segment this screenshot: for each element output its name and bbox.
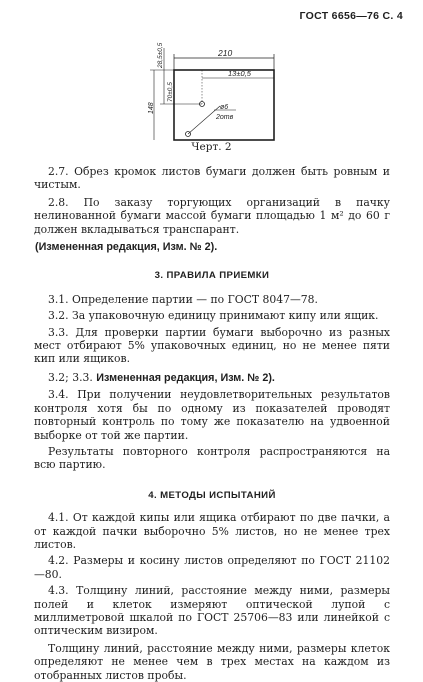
figure-caption: Черт. 2 — [191, 141, 232, 153]
paragraph-4-3: 4.3. Толщину линий, расстояние между ними, размеры полей и клеток измеряют оптической лупой с миллиметровой шкалой по ГОСТ 25706—83 или линейкой с оптическим визиром. — [34, 584, 390, 638]
paragraph-3-3: 3.3. Для проверки партии бумаги выборочно из разных мест отбирают 5% упаковочных единиц, но не менее пяти кип или ящиков. — [34, 325, 390, 366]
body-text — [34, 165, 390, 682]
section-4-heading: 4. МЕТОДЫ ИСПЫТАНИЙ — [148, 489, 276, 501]
paragraph-4-1: 4.1. От каждой кипы или ящика отбирают по две пачки, а от каждой пачки выборочно 5% листов, но не менее трех листов. — [34, 511, 390, 551]
dim-label-hole: ø6 — [220, 104, 229, 111]
technical-drawing — [148, 42, 280, 140]
page-header: ГОСТ 6656—76 С. 4 — [299, 10, 403, 22]
dim-label-left-full: 148 — [148, 102, 155, 114]
paragraph-3-4: 3.4. При получении неудовлетворительных результатов контроля хотя бы по одному из показателей проводят повторный контроль по тому же показателю на удвоенной выборке от той же партии. — [34, 388, 390, 442]
paragraph-4-3-continued: Толщину линий, расстояние между ними, размеры клеток определяют не менее чем в трех местах на каждом из отобранных листов пробы. — [34, 641, 390, 682]
paragraph-3-1: 3.1. Определение партии — по ГОСТ 8047—78. — [48, 292, 318, 306]
paragraph-3-2: 3.2. За упаковочную единицу принимают кипу или ящик. — [48, 309, 379, 323]
dim-label-inner: 13±0,5 — [228, 69, 251, 78]
dim-label-holes: 2отв — [216, 114, 234, 121]
dim-label-left-top: 28,5±0,5 — [157, 42, 164, 68]
amendment-note-2-prefix: 3.2; 3.3. — [48, 370, 93, 384]
amendment-note-2-text: Измененная редакция, Изм. № 2). — [96, 371, 275, 384]
dim-label-top: 210 — [218, 48, 233, 58]
paragraph-3-4-results: Результаты повторного контроля распространяются на всю партию. — [34, 444, 390, 472]
amendment-note-2 — [34, 371, 390, 385]
section-3-heading: 3. ПРАВИЛА ПРИЕМКИ — [154, 270, 270, 282]
paragraph-2-7: 2.7. Обрез кромок листов бумаги должен быть ровным и чистым. — [34, 165, 390, 192]
paragraph-4-2: 4.2. Размеры и косину листов определяют по ГОСТ 21102—80. — [34, 554, 390, 581]
amendment-note-1: (Измененная редакция, Изм. № 2). — [35, 241, 218, 254]
dim-label-left-mid: 70±0,5 — [167, 82, 174, 102]
paragraph-2-8: 2.8. По заказу торгующих организаций в пачку нелинованной бумаги массой бумаги площадью 1 м² до 60 г должен вкладываться транспарант. — [34, 195, 390, 236]
